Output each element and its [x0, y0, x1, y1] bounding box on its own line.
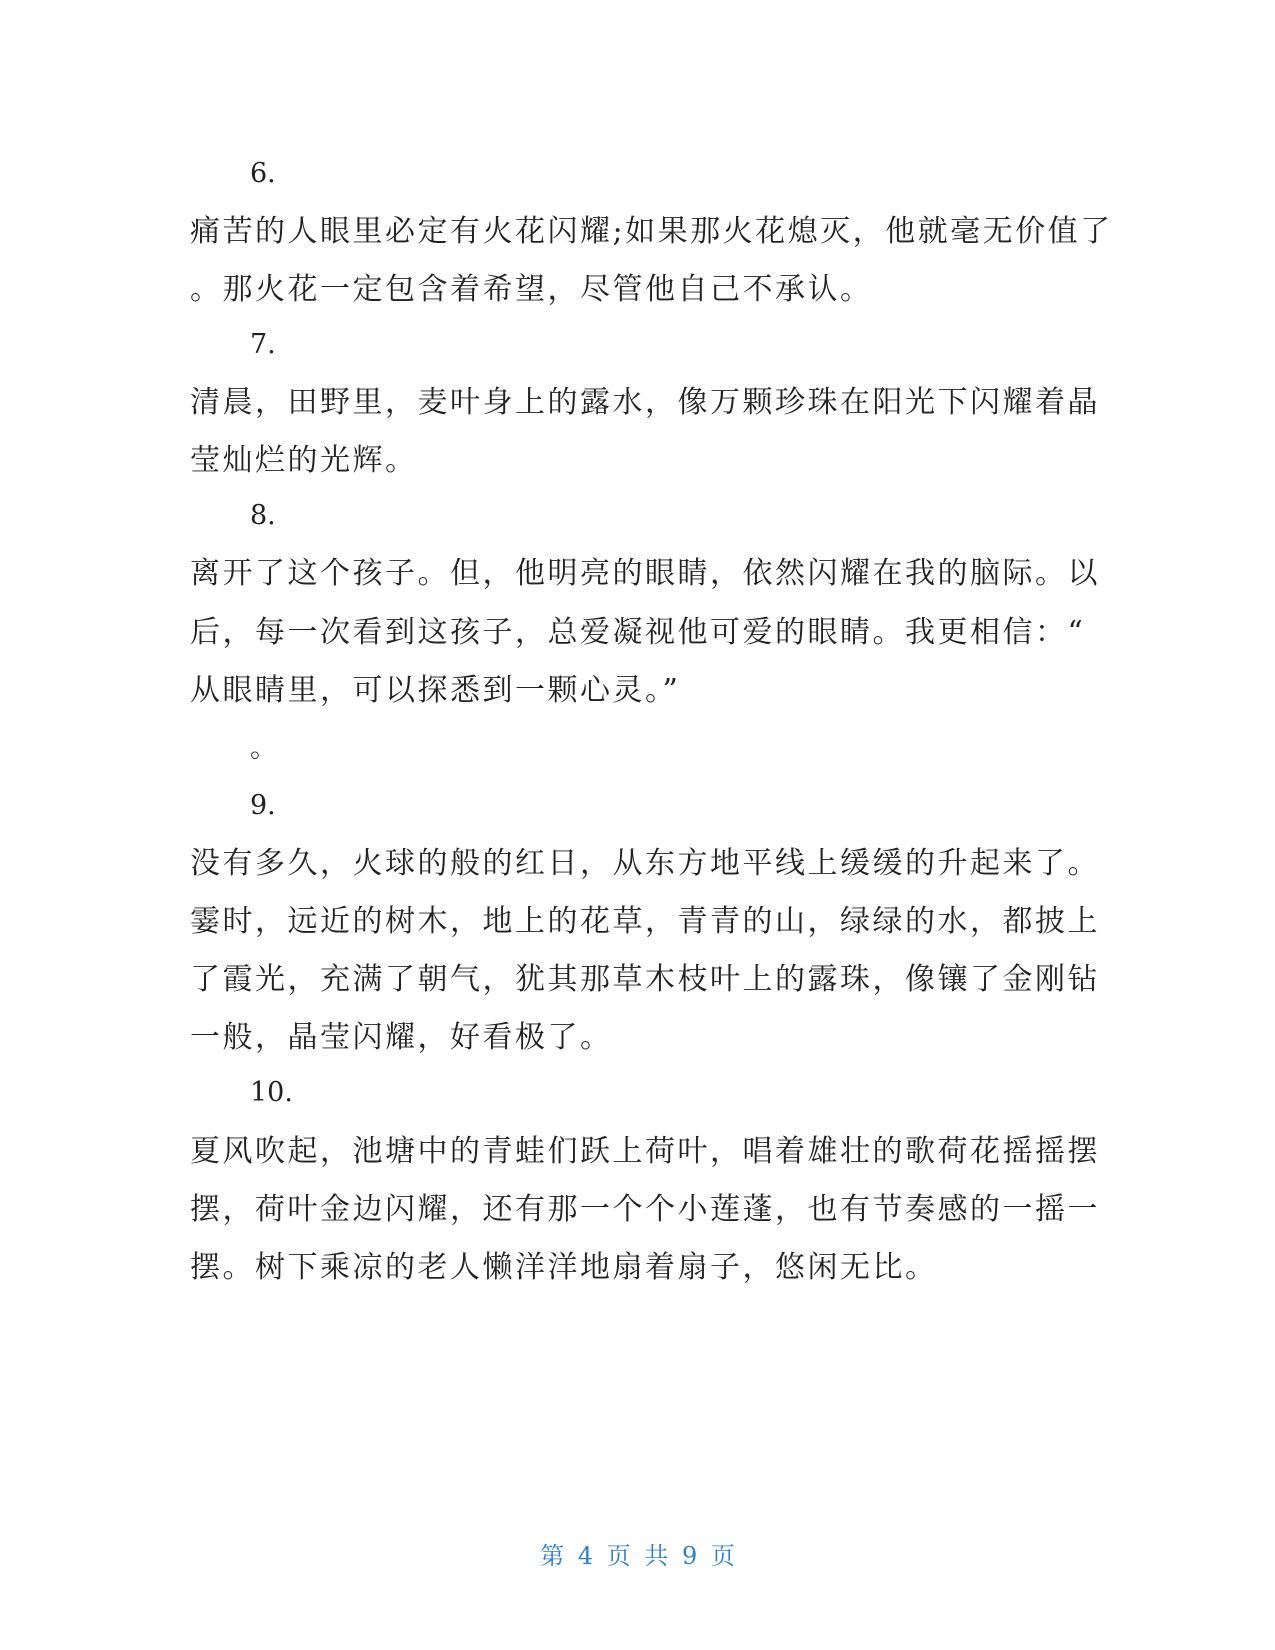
item-8-line-1: 离开了这个孩子。但，他明亮的眼睛，依然闪耀在我的脑际。以 [190, 556, 1100, 591]
item-9-line-1: 没有多久，火球的般的红日，从东方地平线上缓缓的升起来了。 [190, 846, 1100, 881]
item-7-line-1: 清晨，田野里，麦叶身上的露水，像万颗珍珠在阳光下闪耀着晶 [190, 385, 1100, 420]
item-number-10: 10. [250, 1077, 293, 1108]
item-number-7: 7. [250, 329, 276, 360]
item-6-line-2: 。那火花一定包含着希望，尽管他自己不承认。 [190, 272, 873, 307]
item-8-line-3: 从眼睛里，可以探悉到一颗心灵。” [190, 673, 681, 708]
page-footer-pagination: 第 4 页 共 9 页 [540, 1542, 735, 1570]
item-9-line-4: 一般，晶莹闪耀，好看极了。 [190, 1020, 613, 1055]
item-8-trailing-mark: 。 [250, 733, 277, 764]
item-10-line-2: 摆，荷叶金边闪耀，还有那一个个小莲蓬，也有节奏感的一摇一 [190, 1192, 1100, 1227]
item-10-line-3: 摆。树下乘凉的老人懒洋洋地扇着扇子，悠闲无比。 [190, 1250, 938, 1285]
item-9-line-2: 霎时，远近的树木，地上的花草，青青的山，绿绿的水，都披上 [190, 904, 1100, 939]
item-6-line-1: 痛苦的人眼里必定有火花闪耀;如果那火花熄灭，他就毫无价值了 [190, 214, 1113, 249]
item-9-line-3: 了霞光，充满了朝气，犹其那草木枝叶上的露珠，像镶了金刚钻 [190, 962, 1100, 997]
item-8-line-2: 后，每一次看到这孩子，总爱凝视他可爱的眼睛。我更相信：“ [190, 615, 1086, 650]
item-7-line-2: 莹灿烂的光辉。 [190, 443, 418, 478]
item-number-9: 9. [250, 790, 276, 821]
item-number-8: 8. [250, 500, 276, 531]
item-10-line-1: 夏风吹起，池塘中的青蛙们跃上荷叶，唱着雄壮的歌荷花摇摇摆 [190, 1134, 1100, 1169]
item-number-6: 6. [250, 158, 276, 189]
